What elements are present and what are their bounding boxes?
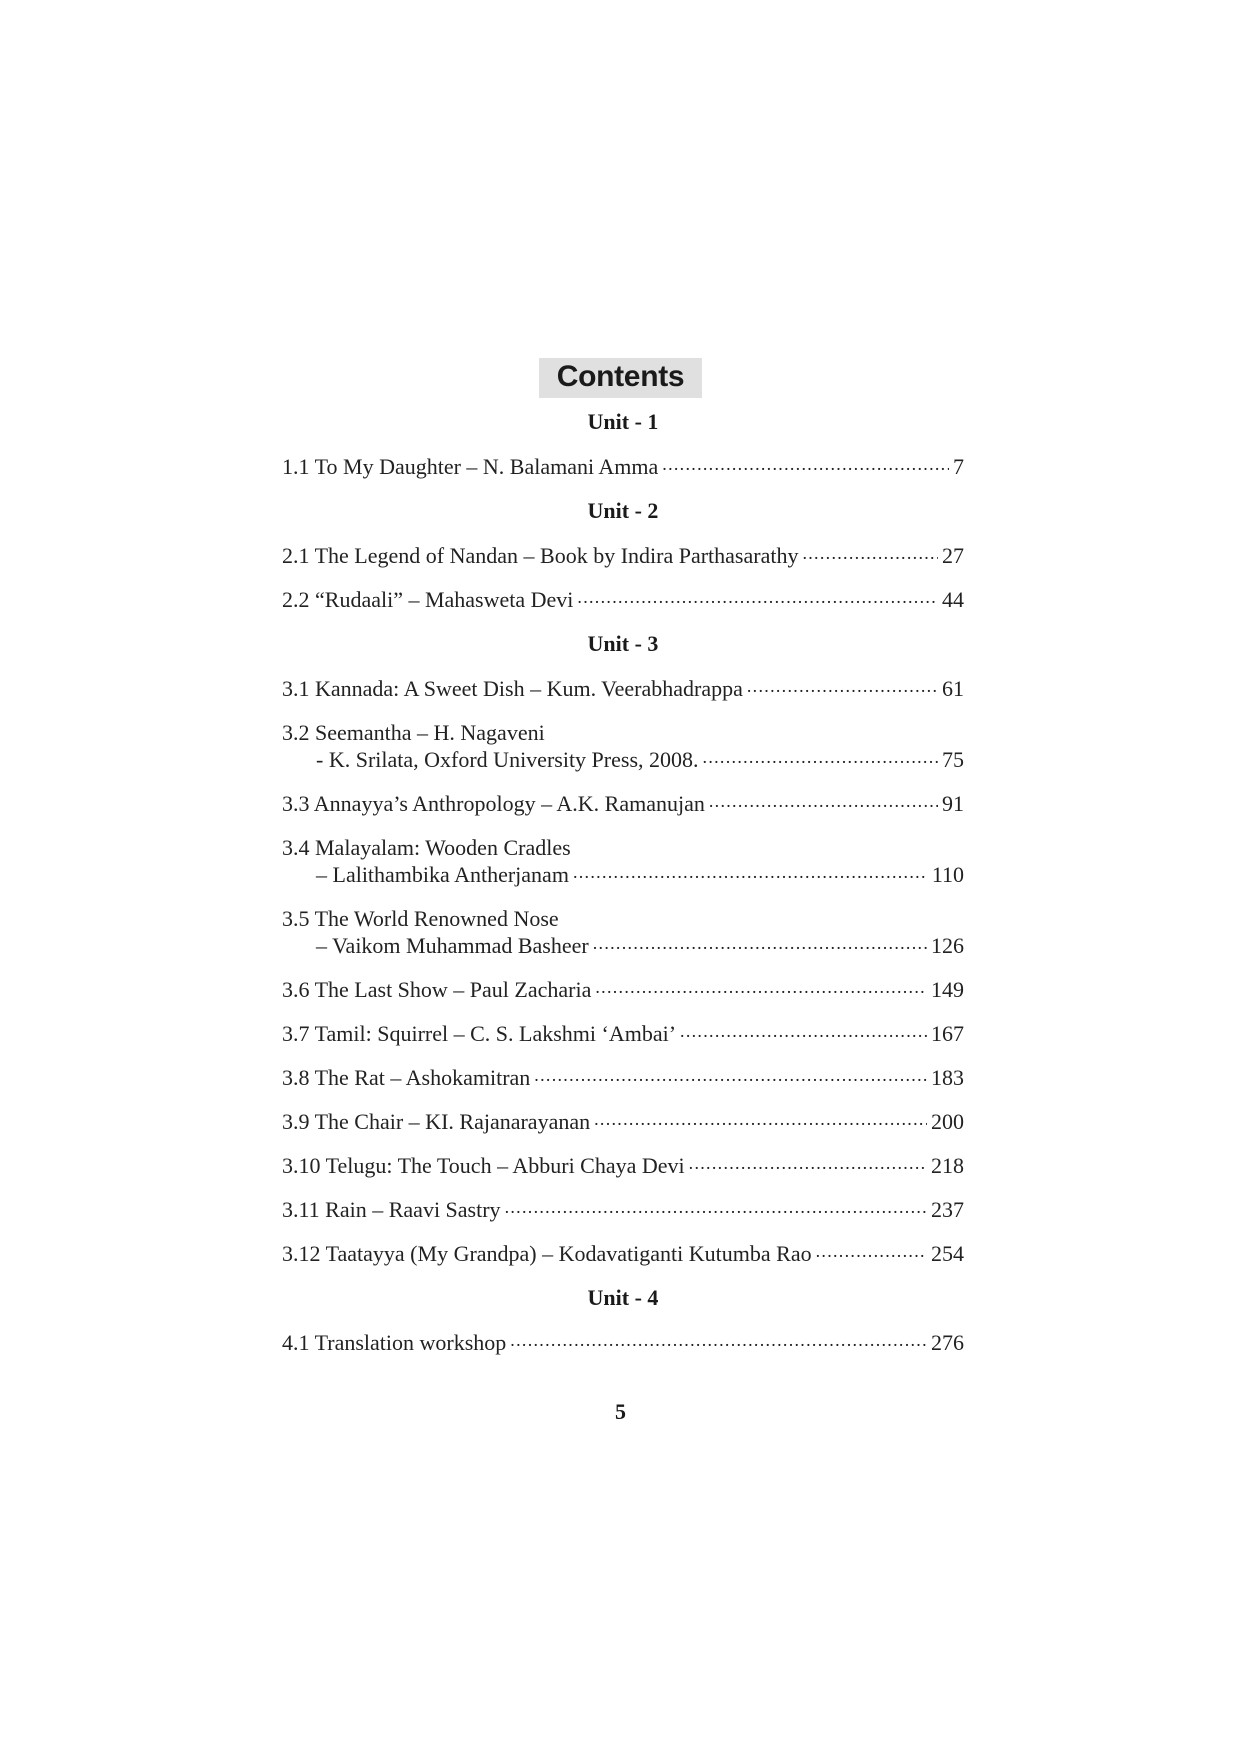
toc-entry-line [282,675,964,702]
toc-page-number: 254 [931,1241,964,1266]
toc-entry-title: 3.1 Kannada: A Sweet Dish – Kum. Veerabhadrappa [282,676,743,701]
toc-entry [282,905,964,959]
toc-entry-title: 4.1 Translation workshop [282,1330,507,1355]
toc-entry-author-line [282,932,964,959]
dot-leader [505,1197,927,1217]
toc-entry-title: 3.3 Annayya’s Anthropology – A.K. Ramanujan [282,791,705,816]
toc-entry [282,586,964,613]
toc-page-number: 276 [931,1330,964,1355]
toc-page-number: 61 [942,676,964,701]
toc-page-number: 126 [931,933,964,958]
toc-page-number: 75 [942,747,964,772]
dot-leader [709,791,938,811]
toc-entry-line [282,1329,964,1356]
dot-leader [593,933,927,953]
toc-entry-line [282,542,964,569]
dot-leader [573,862,928,882]
toc-entry-title-line [282,905,964,932]
dot-leader [662,454,949,474]
toc-entry-title: 3.4 Malayalam: Wooden Cradles [282,835,571,860]
page-title: Contents [539,358,703,398]
toc-entry-line [282,1240,964,1267]
toc-entry-title: 3.7 Tamil: Squirrel – C. S. Lakshmi ‘Ambai’ [282,1021,677,1046]
toc-page-number: 44 [942,587,964,612]
toc-entry-title: 3.10 Telugu: The Touch – Abburi Chaya Devi [282,1153,685,1178]
dot-leader [747,676,938,696]
toc-entry [282,1196,964,1223]
unit-section [282,630,964,1267]
toc-entry-title: 2.2 “Rudaali” – Mahasweta Devi [282,587,574,612]
toc-entry-title-line [282,719,964,746]
toc-entry-author: – Lalithambika Antherjanam [316,862,569,887]
unit-section [282,497,964,613]
toc-page-number: 91 [942,791,964,816]
toc-entry-author: – Vaikom Muhammad Basheer [316,933,589,958]
toc-entry-author-line [282,861,964,888]
toc-entry-line [282,1196,964,1223]
toc-entry-line [282,1108,964,1135]
toc-page-number: 167 [931,1021,964,1046]
toc-page-number: 237 [931,1197,964,1222]
toc-entry-title: 3.2 Seemantha – H. Nagaveni [282,720,545,745]
toc-entry [282,1152,964,1179]
toc-entry-title: 3.6 The Last Show – Paul Zacharia [282,977,592,1002]
dot-leader [510,1330,927,1350]
toc-entry-author: - K. Srilata, Oxford University Press, 2008. [316,747,699,772]
dot-leader [594,1109,927,1129]
toc-page-number: 110 [931,862,964,887]
toc-entry-line [282,586,964,613]
toc-entry-title: 3.12 Taatayya (My Grandpa) – Kodavatiganti Kutumba Rao [282,1241,812,1266]
dot-leader [802,543,938,563]
toc-entry-line [282,1020,964,1047]
toc-entry-author-line [282,746,964,773]
toc-page-number: 183 [931,1065,964,1090]
dot-leader [595,977,927,997]
dot-leader [680,1021,927,1041]
toc-entry [282,675,964,702]
toc-entry-title: 1.1 To My Daughter – N. Balamani Amma [282,454,659,479]
dot-leader [534,1065,927,1085]
toc-entry-title: 3.5 The World Renowned Nose [282,906,559,931]
toc-entry [282,719,964,773]
toc-page-number: 200 [931,1109,964,1134]
toc-entry [282,1240,964,1267]
toc-entry-line [282,976,964,1003]
toc-entry-title: 3.9 The Chair – KI. Rajanarayanan [282,1109,591,1134]
dot-leader [577,587,938,607]
toc-page-number: 218 [931,1153,964,1178]
toc-entry [282,1020,964,1047]
toc-entry [282,453,964,480]
toc-entry-line [282,790,964,817]
page-number: 5 [615,1399,626,1424]
dot-leader [816,1241,927,1261]
unit-heading: Unit - 3 [587,631,659,656]
unit-section [282,408,964,480]
toc-entry [282,834,964,888]
toc-page-number: 7 [953,454,964,479]
dot-leader [689,1153,927,1173]
unit-section [282,1284,964,1356]
toc-entry-title-line [282,834,964,861]
toc-entry-line [282,453,964,480]
table-of-contents [282,404,964,1373]
unit-heading: Unit - 4 [587,1285,659,1310]
toc-entry-title: 2.1 The Legend of Nandan – Book by Indira Parthasarathy [282,543,799,568]
toc-entry [282,790,964,817]
title-wrap [0,358,1241,398]
unit-heading: Unit - 1 [587,409,659,434]
toc-entry [282,976,964,1003]
toc-entry [282,542,964,569]
toc-entry-line [282,1152,964,1179]
toc-page-number: 27 [942,543,964,568]
toc-entry-title: 3.11 Rain – Raavi Sastry [282,1197,501,1222]
unit-heading: Unit - 2 [587,498,659,523]
toc-entry-title: 3.8 The Rat – Ashokamitran [282,1065,531,1090]
toc-page-number: 149 [931,977,964,1002]
dot-leader [703,747,938,767]
toc-entry-line [282,1064,964,1091]
toc-entry [282,1064,964,1091]
toc-entry [282,1108,964,1135]
toc-entry [282,1329,964,1356]
